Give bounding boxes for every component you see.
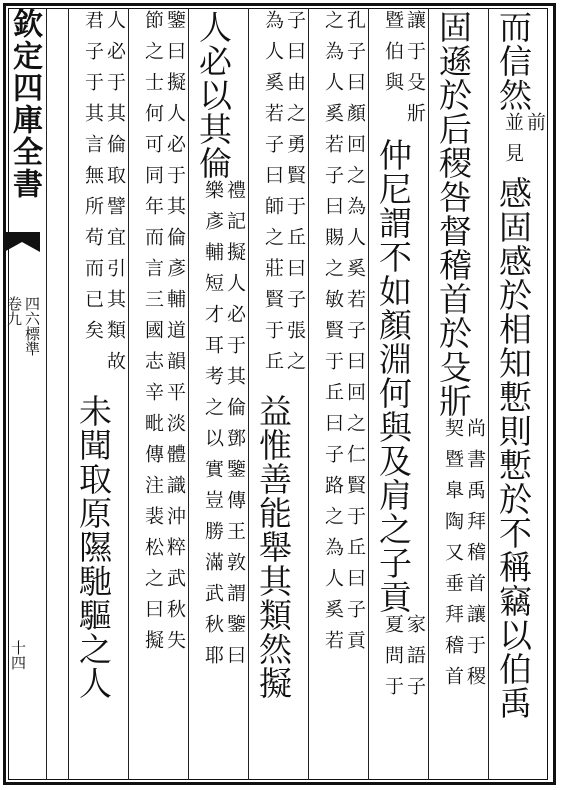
main-text: 而信然 [494,10,533,112]
main-text: 感固感於相知慙則慙於不稱竊以伯禹 [494,176,533,720]
page-number: 十四 [9,640,27,670]
commentary-right: 前 [524,112,546,143]
text-column [434,10,486,778]
text-column [194,10,246,778]
commentary-right: 禮記擬人必于其倫鄧鑒傳王敦謂鑒曰 [224,180,246,676]
column-rule [428,8,429,780]
column-rule [368,8,369,780]
text-column [314,10,366,778]
page-margin [0,0,46,790]
commentary-note [442,418,486,706]
fish-tail-mark-icon [2,230,42,254]
text-column [374,10,426,778]
commentary-right: 尚書禹拜稽首讓于稷 [464,418,486,697]
text-column [254,10,306,778]
commentary-note [322,10,366,682]
commentary-right: 家語子 [404,614,426,707]
column-rule [308,8,309,780]
text-column [74,10,126,778]
commentary-left: 夏問于 [382,614,404,707]
commentary-right: 人必于其倫取譬宜引其類故 [104,10,126,382]
main-text: 未聞取原隰馳驅之人 [74,394,113,700]
column-rule [188,8,189,780]
commentary-note [502,112,546,176]
commentary-right: 子曰由之勇賢于丘曰子張之 [284,10,306,382]
column-rule [68,8,69,780]
commentary-left: 樂彥輔短才耳考之以實豈勝滿武秋耶 [202,180,224,676]
commentary-right: 鑒曰擬人必于其倫彥輔道韻平淡體識沖粹武秋失 [164,10,186,661]
main-text: 仲尼謂不如顏淵何與及肩之子貢 [374,138,413,614]
commentary-left: 契暨臯陶又垂拜稽首 [442,418,464,697]
commentary-right: 孔子曰顏回之為人奚若子曰回之仁賢于丘曰子貢 [344,10,366,661]
commentary-left: 君子于其言無所苟而已矣 [82,10,104,351]
commentary-left: 為人奚若子曰師之莊賢于丘 [262,10,284,382]
commentary-note [262,10,306,394]
commentary-left: 暨伯與 [382,10,404,103]
text-column [494,10,546,778]
main-text: 人必以其倫 [194,10,233,180]
commentary-note [202,180,246,692]
main-text: 固遜於后稷咎督稽首於殳斨 [434,10,473,418]
commentary-left: 之為人奚若子曰賜之敏賢于丘曰子路之為人奚若 [322,10,344,661]
volume-label: 卷九 [5,296,23,326]
collection-label: 四六標準 [23,296,41,356]
column-rule [488,8,489,780]
commentary-note [82,10,126,394]
book-title: 欽定四庫全書 [7,8,42,200]
margin-rule [46,8,47,780]
column-rule [248,8,249,780]
commentary-left: 節之士何可同年而言三國志辛毗傳注裴松之曰擬 [142,10,164,661]
commentary-left: 並見 [502,112,524,174]
commentary-right: 讓于殳斨 [404,10,426,134]
column-rule [128,8,129,780]
commentary-note [382,614,426,710]
text-column [134,10,186,778]
commentary-note [382,10,426,138]
commentary-note [142,10,186,682]
main-text: 益惟善能舉其類然擬 [254,394,293,700]
